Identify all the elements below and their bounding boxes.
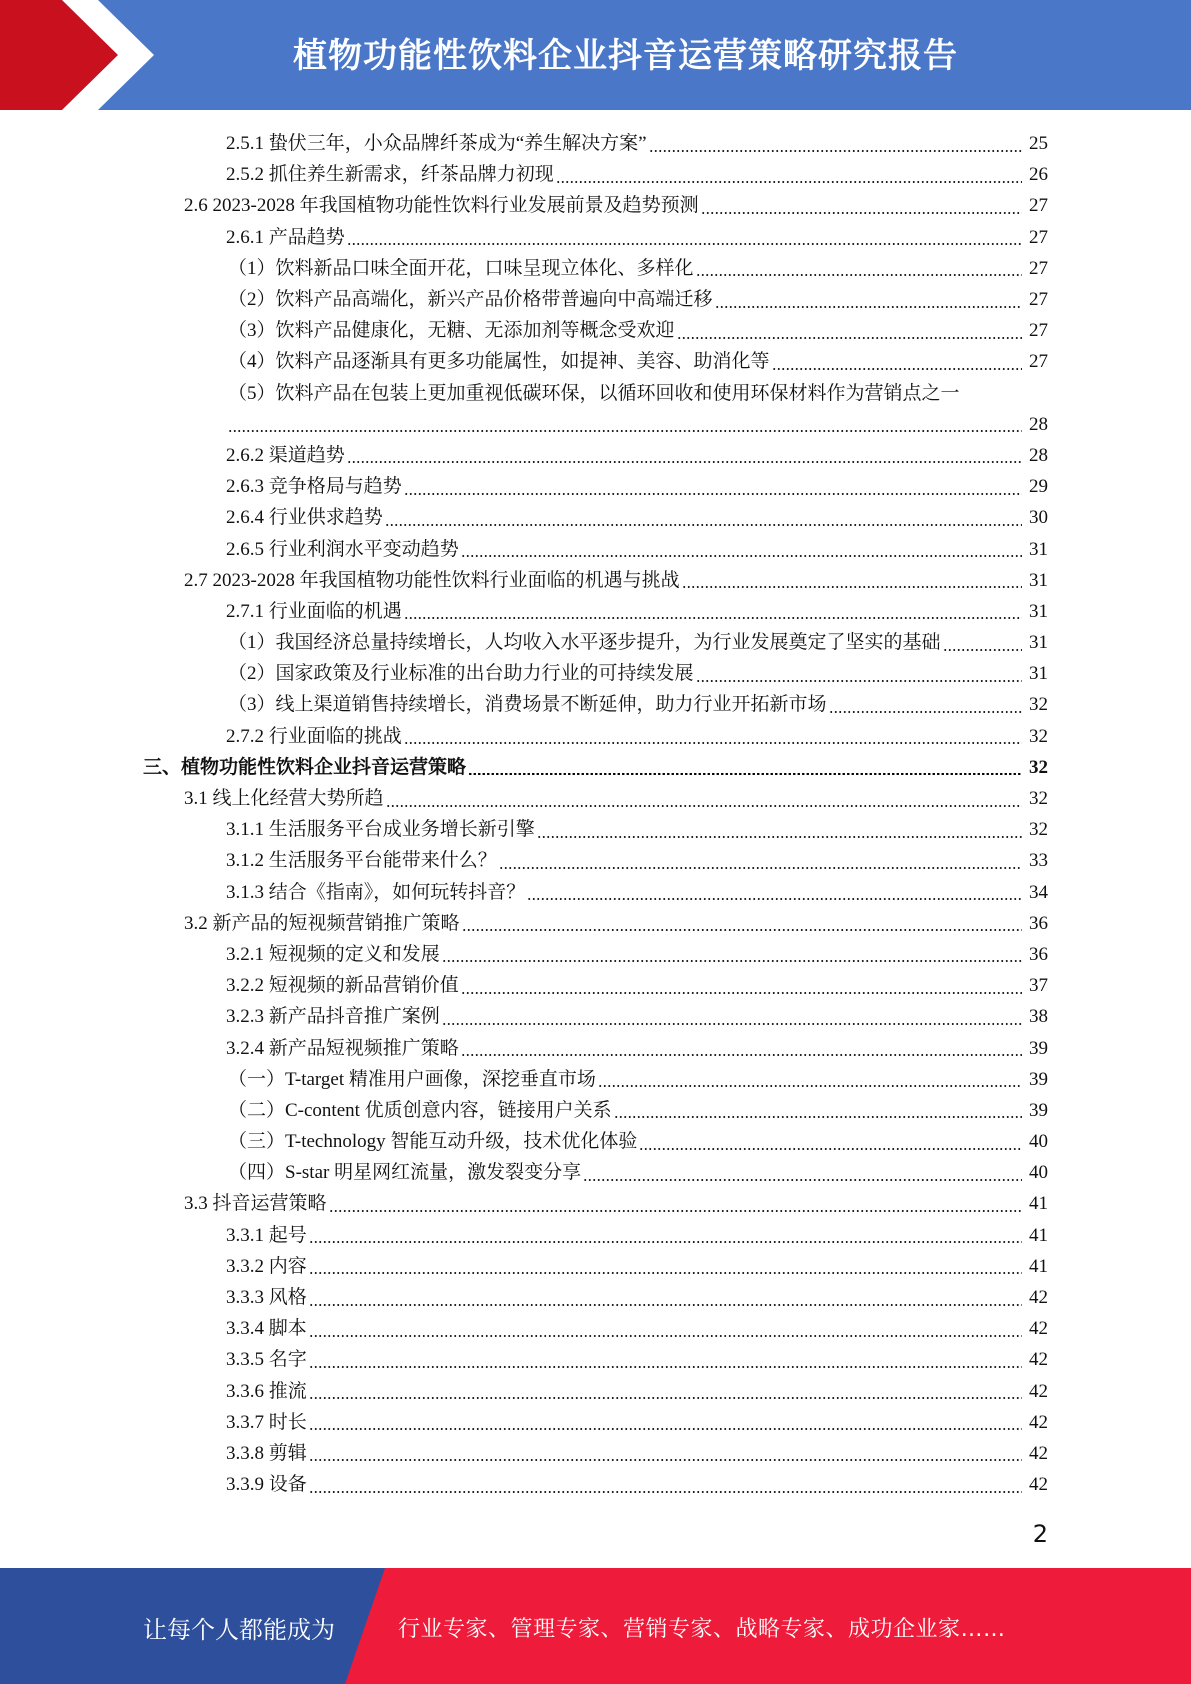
toc-entry-page: 42 bbox=[1029, 1287, 1048, 1309]
toc-entry-title: （1）饮料新品口味全面开花，口味呈现立体化、多样化 bbox=[228, 257, 694, 279]
toc-entry[interactable] bbox=[0, 1313, 1191, 1344]
toc-entry[interactable] bbox=[0, 721, 1191, 752]
toc-entry-page: 41 bbox=[1029, 1224, 1048, 1246]
toc-entry-page: 39 bbox=[1029, 1068, 1048, 1090]
table-of-contents bbox=[0, 128, 1191, 1500]
toc-entry[interactable] bbox=[0, 222, 1191, 253]
toc-entry-page: 41 bbox=[1029, 1255, 1048, 1277]
toc-entry-title: 三、植物功能性饮料企业抖音运营策略 bbox=[143, 756, 467, 778]
toc-dot-leader bbox=[772, 368, 1022, 370]
toc-entry[interactable] bbox=[0, 1157, 1191, 1188]
toc-entry[interactable] bbox=[0, 1220, 1191, 1251]
toc-entry[interactable] bbox=[0, 596, 1191, 627]
toc-entry-page: 29 bbox=[1029, 476, 1048, 498]
toc-dot-leader bbox=[329, 1210, 1022, 1212]
toc-entry[interactable] bbox=[0, 253, 1191, 284]
toc-entry[interactable] bbox=[0, 1282, 1191, 1313]
toc-dot-leader bbox=[442, 960, 1022, 962]
toc-entry-title: 3.1.1 生活服务平台成业务增长新引擎 bbox=[226, 819, 535, 841]
toc-entry-page: 27 bbox=[1029, 320, 1048, 342]
toc-dot-leader bbox=[347, 461, 1022, 463]
toc-entry-title: 2.6.5 行业利润水平变动趋势 bbox=[226, 538, 459, 560]
toc-entry-page: 40 bbox=[1029, 1131, 1048, 1153]
toc-dot-leader bbox=[309, 1366, 1022, 1368]
toc-dot-leader bbox=[309, 1428, 1022, 1430]
toc-entry[interactable] bbox=[0, 658, 1191, 689]
toc-entry-title: 2.7 2023-2028 年我国植物功能性饮料行业面临的机遇与挑战 bbox=[184, 569, 680, 591]
toc-entry[interactable] bbox=[0, 1251, 1191, 1282]
toc-entry-title: 2.6 2023-2028 年我国植物功能性饮料行业发展前景及趋势预测 bbox=[184, 195, 699, 217]
toc-dot-leader bbox=[537, 836, 1022, 838]
toc-entry[interactable] bbox=[0, 627, 1191, 658]
toc-dot-leader bbox=[677, 337, 1022, 339]
toc-dot-leader bbox=[347, 243, 1022, 245]
toc-entry-title: （一）T-target 精准用户画像，深挖垂直市场 bbox=[228, 1068, 596, 1090]
toc-entry-title: （三）T-technology 智能互动升级，技术优化体验 bbox=[228, 1131, 638, 1153]
toc-dot-leader bbox=[583, 1179, 1022, 1181]
toc-dot-leader bbox=[598, 1085, 1022, 1087]
toc-entry-title: （3）饮料产品健康化，无糖、无添加剂等概念受欢迎 bbox=[228, 320, 675, 342]
toc-entry[interactable] bbox=[0, 1064, 1191, 1095]
toc-entry-page: 42 bbox=[1029, 1380, 1048, 1402]
toc-dot-leader bbox=[461, 992, 1022, 994]
toc-entry-title: （2）饮料产品高端化，新兴产品价格带普遍向中高端迁移 bbox=[228, 289, 713, 311]
toc-entry-title: 3.3.5 名字 bbox=[226, 1349, 307, 1371]
toc-entry[interactable] bbox=[0, 315, 1191, 346]
toc-entry[interactable] bbox=[0, 284, 1191, 315]
toc-entry-page: 27 bbox=[1029, 257, 1048, 279]
toc-entry-title: 3.2.2 短视频的新品营销价值 bbox=[226, 975, 459, 997]
toc-entry[interactable] bbox=[0, 440, 1191, 471]
toc-entry-page: 30 bbox=[1029, 507, 1048, 529]
toc-entry[interactable] bbox=[0, 1126, 1191, 1157]
toc-entry-title: 3.2.3 新产品抖音推广案例 bbox=[226, 1006, 440, 1028]
toc-dot-leader bbox=[829, 711, 1022, 713]
toc-entry[interactable] bbox=[0, 565, 1191, 596]
toc-entry-page: 42 bbox=[1029, 1318, 1048, 1340]
toc-entry-page: 31 bbox=[1029, 632, 1048, 654]
toc-entry-page: 31 bbox=[1029, 663, 1048, 685]
toc-entry-title: （3）线上渠道销售持续增长，消费场景不断延伸，助力行业开拓新市场 bbox=[228, 694, 827, 716]
toc-entry[interactable] bbox=[0, 1032, 1191, 1063]
toc-dot-leader bbox=[309, 1272, 1022, 1274]
report-title: 植物功能性饮料企业抖音运营策略研究报告 bbox=[293, 36, 958, 76]
toc-entry[interactable] bbox=[0, 1001, 1191, 1032]
footer-slogan-left: 让每个人都能成为 bbox=[143, 1616, 335, 1644]
toc-entry-title: 3.2.1 短视频的定义和发展 bbox=[226, 943, 440, 965]
toc-entry[interactable] bbox=[0, 1469, 1191, 1500]
toc-entry-title: 3.2.4 新产品短视频推广策略 bbox=[226, 1037, 459, 1059]
toc-entry-title: 3.1.3 结合《指南》，如何玩转抖音？ bbox=[226, 881, 526, 903]
toc-dot-leader bbox=[696, 680, 1022, 682]
toc-entry-page: 39 bbox=[1029, 1037, 1048, 1059]
toc-entry[interactable] bbox=[0, 128, 1191, 159]
toc-dot-leader bbox=[556, 181, 1022, 183]
toc-entry[interactable] bbox=[0, 970, 1191, 1001]
toc-entry[interactable] bbox=[0, 159, 1191, 190]
toc-entry-title: 2.6.2 渠道趋势 bbox=[226, 444, 345, 466]
toc-entry-page: 34 bbox=[1029, 881, 1048, 903]
toc-entry-page: 42 bbox=[1029, 1474, 1048, 1496]
toc-entry[interactable] bbox=[0, 845, 1191, 876]
toc-entry[interactable] bbox=[0, 471, 1191, 502]
toc-dot-leader bbox=[386, 805, 1022, 807]
toc-entry-page: 31 bbox=[1029, 538, 1048, 560]
toc-entry-title: 3.3.3 风格 bbox=[226, 1287, 307, 1309]
toc-entry-page: 31 bbox=[1029, 600, 1048, 622]
toc-entry-title: 2.6.3 竞争格局与趋势 bbox=[226, 476, 402, 498]
toc-dot-leader bbox=[639, 1148, 1022, 1150]
toc-entry[interactable] bbox=[0, 689, 1191, 720]
toc-dot-leader bbox=[696, 274, 1022, 276]
toc-dot-leader bbox=[404, 493, 1022, 495]
toc-entry-title: （四）S-star 明星网红流量，激发裂变分享 bbox=[228, 1162, 582, 1184]
toc-dot-leader bbox=[442, 1023, 1022, 1025]
toc-entry-title: 3.2 新产品的短视频营销推广策略 bbox=[184, 912, 460, 934]
toc-entry-page: 42 bbox=[1029, 1349, 1048, 1371]
toc-entry-continuation[interactable] bbox=[0, 409, 1191, 440]
toc-dot-leader bbox=[468, 773, 1022, 775]
toc-entry-page: 32 bbox=[1029, 819, 1048, 841]
toc-dot-leader bbox=[404, 617, 1022, 619]
toc-entry[interactable] bbox=[0, 1376, 1191, 1407]
header-band bbox=[0, 0, 1191, 110]
toc-entry[interactable] bbox=[0, 1095, 1191, 1126]
toc-entry-title: 2.7.1 行业面临的机遇 bbox=[226, 600, 402, 622]
toc-entry-page: 39 bbox=[1029, 1099, 1048, 1121]
toc-entry-title: 2.6.4 行业供求趋势 bbox=[226, 507, 383, 529]
toc-entry-page: 27 bbox=[1029, 195, 1048, 217]
toc-entry-title: 3.3.6 推流 bbox=[226, 1380, 307, 1402]
toc-entry[interactable] bbox=[0, 1438, 1191, 1469]
toc-entry-page: 25 bbox=[1029, 133, 1048, 155]
toc-dot-leader bbox=[309, 1241, 1022, 1243]
toc-entry[interactable] bbox=[0, 939, 1191, 970]
toc-entry-title: （5）饮料产品在包装上更加重视低碳环保，以循环回收和使用环保材料作为营销点之一 bbox=[228, 382, 960, 404]
toc-entry[interactable] bbox=[0, 1344, 1191, 1375]
toc-dot-leader bbox=[715, 306, 1022, 308]
toc-entry[interactable] bbox=[0, 1407, 1191, 1438]
toc-entry-page: 28 bbox=[1029, 413, 1048, 435]
toc-entry-title: 3.1 线上化经营大势所趋 bbox=[184, 788, 384, 810]
toc-dot-leader bbox=[461, 555, 1022, 557]
toc-entry-title: （4）饮料产品逐渐具有更多功能属性，如提神、美容、助消化等 bbox=[228, 351, 770, 373]
toc-dot-leader bbox=[461, 1054, 1022, 1056]
toc-dot-leader bbox=[309, 1397, 1022, 1399]
toc-dot-leader bbox=[309, 1304, 1022, 1306]
toc-entry-page: 37 bbox=[1029, 975, 1048, 997]
toc-entry[interactable] bbox=[0, 190, 1191, 221]
toc-dot-leader bbox=[404, 742, 1022, 744]
toc-entry[interactable] bbox=[0, 533, 1191, 564]
toc-dot-leader bbox=[309, 1459, 1022, 1461]
toc-entry[interactable] bbox=[0, 346, 1191, 377]
toc-entry-title: 3.3.9 设备 bbox=[226, 1474, 307, 1496]
toc-entry-page: 32 bbox=[1029, 788, 1048, 810]
toc-entry-title: 2.5.2 抓住养生新需求，纤茶品牌力初现 bbox=[226, 164, 554, 186]
toc-dot-leader bbox=[309, 1491, 1022, 1493]
toc-entry-page: 33 bbox=[1029, 850, 1048, 872]
toc-dot-leader bbox=[649, 150, 1022, 152]
toc-entry-page: 27 bbox=[1029, 226, 1048, 248]
toc-entry-title: 3.3.4 脚本 bbox=[226, 1318, 307, 1340]
toc-entry-title: （二）C-content 优质创意内容，链接用户关系 bbox=[228, 1099, 612, 1121]
footer-slogan-right: 行业专家、管理专家、营销专家、战略专家、成功企业家…… bbox=[398, 1617, 1006, 1642]
toc-dot-leader bbox=[228, 430, 1022, 432]
toc-entry-page: 32 bbox=[1029, 756, 1048, 778]
toc-entry-title: （1）我国经济总量持续增长，人均收入水平逐步提升，为行业发展奠定了坚实的基础 bbox=[228, 632, 941, 654]
toc-dot-leader bbox=[309, 1335, 1022, 1337]
toc-entry-page: 28 bbox=[1029, 444, 1048, 466]
toc-entry-page: 41 bbox=[1029, 1193, 1048, 1215]
toc-entry-title: 2.7.2 行业面临的挑战 bbox=[226, 725, 402, 747]
toc-dot-leader bbox=[682, 586, 1022, 588]
toc-dot-leader bbox=[943, 649, 1022, 651]
toc-entry-title: 3.3.1 起号 bbox=[226, 1224, 307, 1246]
toc-entry-title: 3.3.2 内容 bbox=[226, 1255, 307, 1277]
toc-entry-title: 3.3 抖音运营策略 bbox=[184, 1193, 327, 1215]
toc-entry-page: 42 bbox=[1029, 1411, 1048, 1433]
toc-entry-page: 32 bbox=[1029, 725, 1048, 747]
toc-entry-page: 26 bbox=[1029, 164, 1048, 186]
toc-entry-page: 36 bbox=[1029, 943, 1048, 965]
toc-entry[interactable] bbox=[0, 378, 1191, 409]
toc-entry[interactable] bbox=[0, 783, 1191, 814]
toc-dot-leader bbox=[499, 867, 1022, 869]
toc-entry[interactable] bbox=[0, 814, 1191, 845]
toc-dot-leader bbox=[527, 898, 1022, 900]
toc-entry-title: 2.5.1 蛰伏三年，小众品牌纤茶成为“养生解决方案” bbox=[226, 133, 647, 155]
toc-entry[interactable] bbox=[0, 877, 1191, 908]
toc-dot-leader bbox=[614, 1116, 1022, 1118]
toc-entry-title: （2）国家政策及行业标准的出台助力行业的可持续发展 bbox=[228, 663, 694, 685]
page-number: 2 bbox=[1032, 1520, 1048, 1548]
toc-entry-title: 3.3.8 剪辑 bbox=[226, 1442, 307, 1464]
toc-entry-page: 32 bbox=[1029, 694, 1048, 716]
toc-entry-page: 27 bbox=[1029, 351, 1048, 373]
toc-entry-page: 27 bbox=[1029, 289, 1048, 311]
toc-dot-leader bbox=[462, 929, 1022, 931]
toc-dot-leader bbox=[701, 212, 1022, 214]
toc-entry-page: 36 bbox=[1029, 912, 1048, 934]
toc-entry-title: 2.6.1 产品趋势 bbox=[226, 226, 345, 248]
toc-entry-title: 3.3.7 时长 bbox=[226, 1411, 307, 1433]
toc-entry-page: 40 bbox=[1029, 1162, 1048, 1184]
toc-entry[interactable] bbox=[0, 752, 1191, 783]
toc-entry-page: 31 bbox=[1029, 569, 1048, 591]
toc-entry-title: 3.1.2 生活服务平台能带来什么？ bbox=[226, 850, 497, 872]
toc-entry-page: 38 bbox=[1029, 1006, 1048, 1028]
toc-entry[interactable] bbox=[0, 908, 1191, 939]
footer-band bbox=[0, 1568, 1191, 1684]
toc-entry[interactable] bbox=[0, 1188, 1191, 1219]
toc-entry[interactable] bbox=[0, 502, 1191, 533]
toc-entry-page: 42 bbox=[1029, 1442, 1048, 1464]
toc-dot-leader bbox=[385, 524, 1022, 526]
